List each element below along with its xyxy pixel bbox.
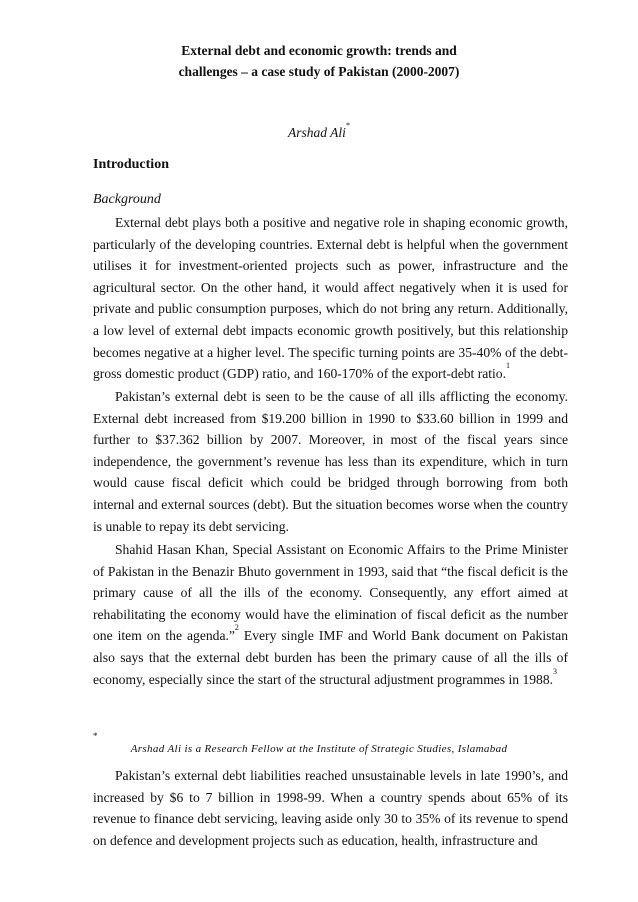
title-line-2: challenges – a case study of Pakistan (2000-2007) <box>178 64 460 79</box>
paragraph-4-text: Pakistan’s external debt liabilities reached unsustainable levels in late 1990’s, and increased by $6 to 7 billion in 1998-99. When a country spends about 65% of its revenue to finance debt servicing, leaving aside only 30 to 35% of its revenue to spend on defence and development projects such as education, health, infrastructure and <box>93 768 568 848</box>
title-line-1: External debt and economic growth: trends and <box>181 43 457 58</box>
author-text: Arshad Ali <box>288 125 346 140</box>
paragraph-1-text: External debt plays both a positive and negative role in shaping economic growth, particularly of the developing countries. External debt is helpful when the government utilises it for investment-oriented projects such as power, infrastructure and the agricultural sector. On the other hand, it would affect negatively when it is used for private and public consumption purposes, which do not bring any return. Additionally, a low level of external debt impacts economic growth positively, but this relationship becomes negative at a higher level. The specific turning points are 35-40% of the debt-gross domestic product (GDP) ratio, and 160-170% of the export-debt ratio. <box>93 215 568 382</box>
paragraph-3-text-b: Every single IMF and World Bank document on Pakistan also says that the external debt burden has been the primary cause of all the ills of economy, especially since the start of the structural adjustment programmes in 1988. <box>93 628 568 687</box>
section-heading-introduction: Introduction <box>93 157 169 172</box>
author-name <box>0 121 638 141</box>
paragraph-3-text-a: Shahid Hasan Khan, Special Assistant on Economic Affairs to the Prime Minister of Pakistan in the Benazir Bhuto government in 1993, said that “the fiscal deficit is the primary cause of all the ills of the economy. Consequently, any effort aimed at rehabilitating the economy would have the elimination of fiscal deficit as the number one item on the agenda.” <box>93 542 568 644</box>
author-footnote-marker: * <box>345 121 350 130</box>
paragraph-1 <box>93 212 568 385</box>
paragraph-2-text: Pakistan’s external debt is seen to be the cause of all ills afflicting the economy. External debt increased from $19.200 billion in 1990 to $33.60 billion in 1999 and further to $37.362 billion by 2007. Moreover, in most of the fiscal years since independence, the government’s revenue has less than its expenditure, which in turn would cause fiscal deficit which could be bridged through borrowing from both internal and external sources (debt). But the situation becomes worse when the country is unable to repay its debt servicing. <box>93 389 568 534</box>
paragraph-4 <box>93 765 568 851</box>
subsection-heading-background: Background <box>93 192 161 207</box>
footnote-marker: * <box>93 731 98 741</box>
paragraph-2 <box>93 386 568 537</box>
paragraph-3 <box>93 539 568 690</box>
footnote-ref-3: 3 <box>553 666 558 676</box>
footnote-ref-2: 2 <box>234 623 239 633</box>
footnote-author-affiliation: Arshad Ali is a Research Fellow at the Institute of Strategic Studies, Islamabad <box>130 743 508 755</box>
footnote-ref-1: 1 <box>506 361 511 371</box>
